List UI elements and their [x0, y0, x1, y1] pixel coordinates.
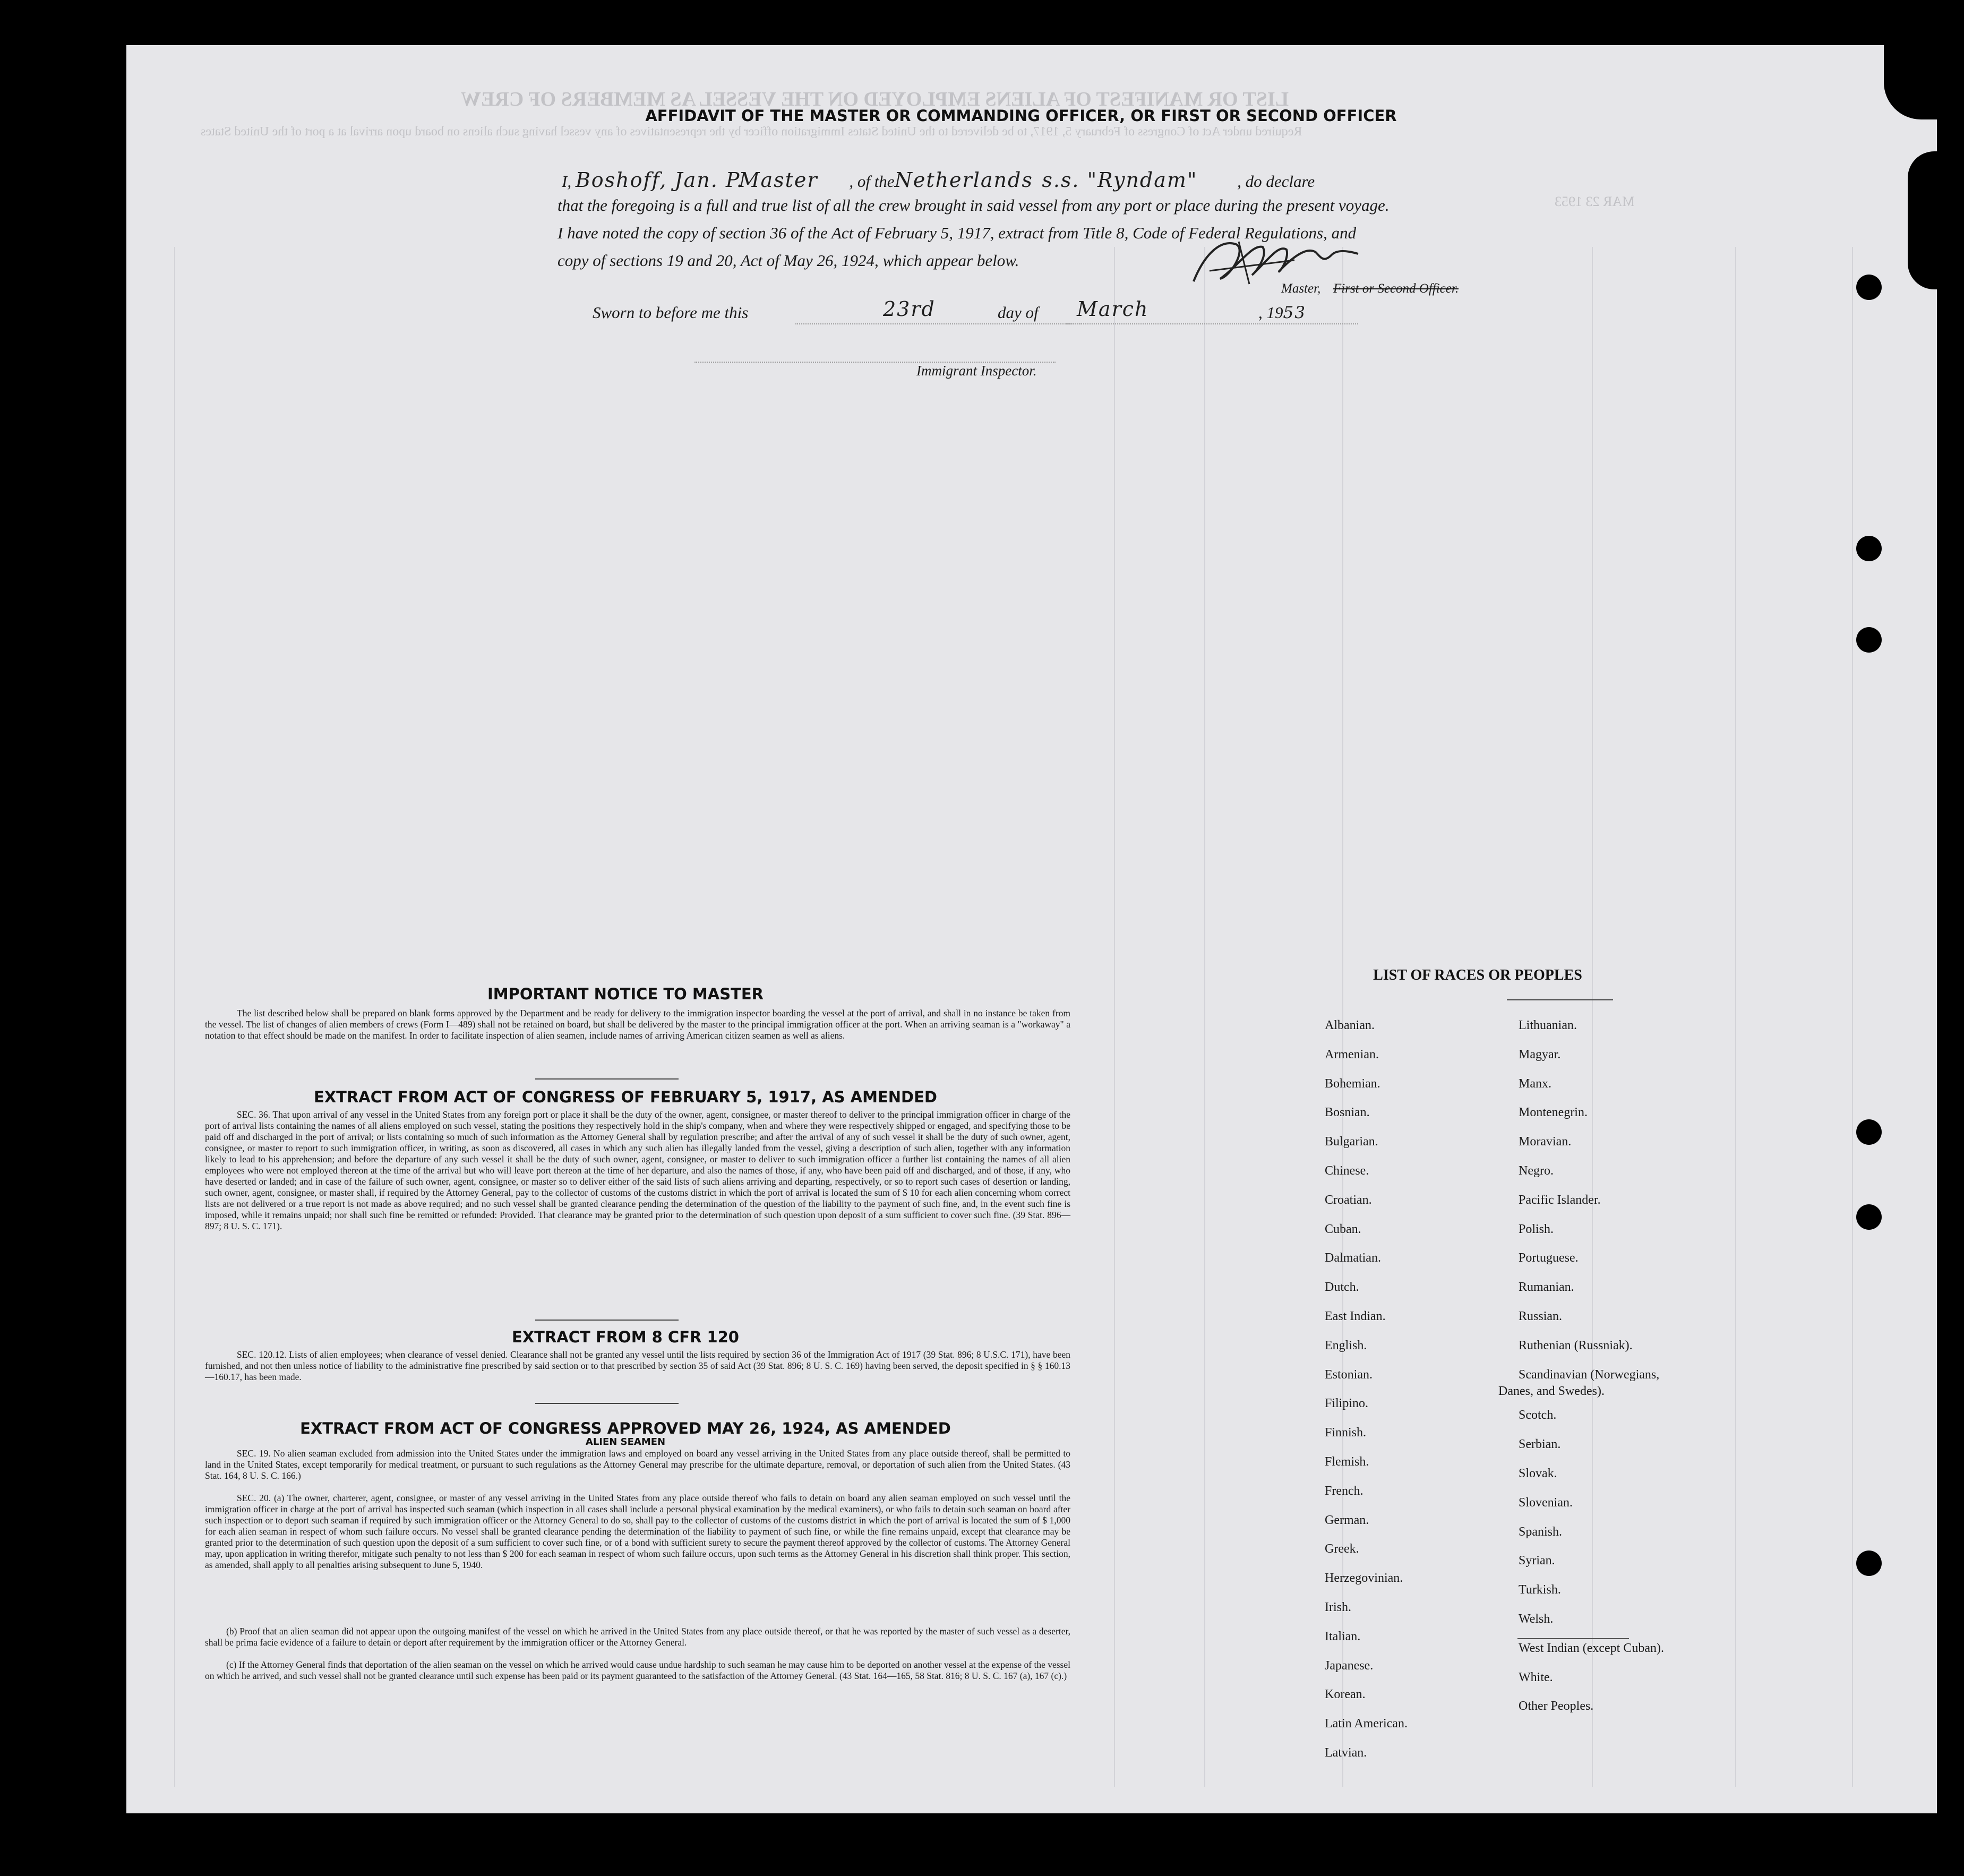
race-item: Armenian. [1325, 1047, 1379, 1061]
sworn-month: March [1077, 297, 1149, 321]
extract-1924-sec20b: (b) Proof that an alien seaman did not appear upon the outgoing manifest of the vessel on which he arrived in the United States from any place outside thereof, or that he was reported by the master of such vessel as a deserter, shall be prima facie evidence of a failure to detain or deport after requirement by the immigration officer or the Attorney General. [205, 1626, 1070, 1648]
extract-1924-sec20c: (c) If the Attorney General finds that deportation of the alien seaman on the vessel on which he arrived would cause undue hardship to such seaman he may cause him to be deported on another vessel at the expense of the vessel on which he arrived, and such vessel shall not be granted clearance until such expense has been paid or its payment guaranteed to the satisfaction of the Attorney General. (43 Stat. 164—165, 58 Stat. 816; 8 U. S. C. 167 (a), 167 (c).) [205, 1659, 1070, 1681]
extract-1924-title: EXTRACT FROM ACT OF CONGRESS APPROVED MAY 26, 1924, AS AMENDED [300, 1419, 951, 1437]
bleed-through-column-line [174, 247, 175, 1787]
race-item: German. [1325, 1513, 1369, 1527]
affidavit-line-3: I have noted the copy of section 36 of the Act of February 5, 1917, extract from Title 8, Code of Federal Regulations, and [558, 224, 1357, 242]
race-item: Syrian. [1519, 1554, 1555, 1568]
sworn-month-line [1066, 323, 1358, 324]
bleed-through-title: LIST OR MANIFEST OF ALIENS EMPLOYED ON THE VESSEL AS MEMBERS OF CREW [461, 88, 1289, 110]
race-item: Lithuanian. [1519, 1018, 1577, 1032]
extract-1917-title: EXTRACT FROM ACT OF CONGRESS OF FEBRUARY 5, 1917, AS AMENDED [314, 1088, 937, 1106]
race-item: Negro. [1519, 1164, 1554, 1178]
struck-officer-label: First or Second Officer. [1333, 281, 1459, 296]
race-item: Latin American. [1325, 1717, 1408, 1731]
punch-hole [1856, 1551, 1882, 1576]
race-item: White. [1519, 1670, 1553, 1684]
extract-cfr-title: EXTRACT FROM 8 CFR 120 [512, 1328, 739, 1346]
manifest-page [126, 45, 1937, 1813]
race-item: Filipino. [1325, 1397, 1369, 1411]
race-item: Dutch. [1325, 1280, 1359, 1295]
race-item: Latvian. [1325, 1746, 1367, 1760]
bleed-through-column-line [1852, 247, 1853, 1787]
race-item: Slovak. [1519, 1466, 1557, 1480]
sworn-day-line [795, 323, 1082, 324]
affidavit-line-4: copy of sections 19 and 20, Act of May 26, 1924, which appear below. [558, 251, 1019, 270]
bleed-through-column-line [1735, 247, 1736, 1787]
master-rank: Master [739, 168, 818, 192]
race-item: Scandinavian (Norwegians, [1519, 1367, 1660, 1382]
race-item: Welsh. [1519, 1612, 1554, 1626]
of-the-label: , of the [849, 172, 895, 191]
torn-edge [1908, 151, 1937, 289]
divider [535, 1320, 679, 1321]
year-prefix: , 19 [1258, 303, 1283, 322]
race-item: Bosnian. [1325, 1106, 1370, 1120]
torn-corner [1884, 45, 1937, 119]
race-item: Bohemian. [1325, 1076, 1380, 1091]
race-item: Russian. [1519, 1309, 1563, 1323]
bleed-through-stamp: MAR 23 1953 [1555, 194, 1635, 209]
race-item: Dalmatian. [1325, 1251, 1381, 1265]
race-item: Croatian. [1325, 1193, 1372, 1207]
race-item: Albanian. [1325, 1018, 1375, 1032]
vessel-name: s.s. "Ryndam" [1042, 168, 1198, 192]
race-item: English. [1325, 1338, 1367, 1352]
race-item: Korean. [1325, 1687, 1366, 1702]
race-item: Cuban. [1325, 1222, 1361, 1236]
master-label: Master, [1281, 281, 1321, 296]
vessel-nationality: Netherlands [894, 168, 1033, 192]
race-item: Japanese. [1325, 1658, 1374, 1673]
divider [535, 1078, 679, 1080]
race-item: Portuguese. [1519, 1251, 1579, 1265]
race-item: Flemish. [1325, 1455, 1369, 1469]
sworn-year [1258, 303, 1306, 322]
affidavit-title: AFFIDAVIT OF THE MASTER OR COMMANDING OFFICER, OR FIRST OR SECOND OFFICER [645, 107, 1397, 125]
race-item: Pacific Islander. [1519, 1193, 1601, 1207]
race-item: East Indian. [1325, 1309, 1386, 1323]
extract-cfr-body: SEC. 120.12. Lists of alien employees; when clearance of vessel denied. Clearance shall not be granted any vessel until the lists required by section 36 of the Immigration Act of 1917 (39 Stat. 896; 8 U.S.C. 171), have been furnished, and not then unless notice of liability to the administrative fine prescribed by said section or to that prescribed by section 35 of said Act (39 Stat. 896; 8 U. S. C. 169) having been served, the deposit specified in § § 160.13—160.17, has been made. [205, 1349, 1070, 1382]
race-item: Scotch. [1519, 1408, 1557, 1423]
affidavit-prefix: I, [562, 172, 572, 191]
master-name: Boshoff, Jan. P. [575, 168, 744, 192]
race-item: Rumanian. [1519, 1280, 1574, 1295]
affidavit-line-2: that the foregoing is a full and true list of all the crew brought in said vessel from any port or place during the present voyage. [558, 196, 1390, 215]
race-item: Slovenian. [1519, 1495, 1573, 1510]
declare-label: , do declare [1237, 172, 1315, 191]
race-item: Estonian. [1325, 1367, 1373, 1382]
race-item-continuation: Danes, and Swedes). [1498, 1384, 1605, 1398]
race-item: Italian. [1325, 1629, 1361, 1643]
punch-hole [1856, 275, 1882, 300]
bleed-through-column-line [1592, 247, 1593, 1787]
extract-1917-body: SEC. 36. That upon arrival of any vessel in the United States from any foreign port or place it shall be the duty of the owner, agent, consignee, or master thereof to deliver to the principal immigration officer in charge of the port of arrival lists containing the names of all aliens employed on such vessel, stating the positions they respectively hold in the ship's company, when and where they were respectively shipped or engaged, and specifying those to be paid off and discharged in the port of arrival; or lists containing so much of such information as the Attorney General shall by regulation prescribe; and after the arrival of any of such vessel it shall be the duty of such owner, agent, consignee, or master to report to such immigration officer, in writing, as soon as discovered, all cases in which any such alien has illegally landed from the vessel, giving a description of such alien, together with any information likely to lead to his apprehension; and before the departure of any such vessel it shall be the duty of such owner, agent, consignee, or master to deliver to such immigration officer a further list containing the names of all alien employees who were not employed thereon at the time of the arrival but who will leave port thereon at the time of her departure, and also the names of those, if any, who have been paid off and discharged, and of those, if any, who have deserted or landed; and in case of the failure of such owner, agent, consignee, or master so to deliver either of the said lists of such aliens arriving and departing, respectively, or so to report such cases of desertion or landing, such owner, agent, consignee, or master shall, if required by the Attorney General, pay to the collector of customs of the customs district in which the port of arrival is located the sum of $ 10 for each alien concerning whom correct lists are not delivered or a true report is not made as above required; and no such vessel shall be granted clearance pending the determination of the question of the liability to the payment of such fine, and, in the event such fine is imposed, while it remains unpaid; nor shall such fine be remitted or refunded: Provided. That clearance may be granted prior to the determination of such question upon deposit of a sum sufficient to cover such fine. (39 Stat. 896—897; 8 U. S. C. 171). [205, 1109, 1070, 1231]
race-item: Manx. [1519, 1076, 1551, 1091]
welsh-underline [1517, 1638, 1629, 1639]
sworn-day: 23rd [883, 297, 936, 321]
punch-hole [1856, 536, 1882, 561]
race-item: Moravian. [1519, 1135, 1572, 1149]
race-item: Magyar. [1519, 1047, 1561, 1061]
affidavit-line-1 [562, 168, 1645, 192]
punch-hole [1856, 627, 1882, 653]
race-item: Montenegrin. [1519, 1106, 1588, 1120]
race-item: Finnish. [1325, 1426, 1367, 1440]
divider [535, 1403, 679, 1404]
year-value: 53 [1283, 303, 1306, 322]
bleed-through-subtitle: Required under Act of Congress of February 5, 1917, to be delivered to the United States Immigration officer by the representatives of any vessel having such aliens on board upon arrival at a port of the United States [201, 125, 1302, 139]
race-item: Greek. [1325, 1542, 1359, 1556]
race-item: Polish. [1519, 1222, 1554, 1236]
notice-body: The list described below shall be prepared on blank forms approved by the Department and be ready for delivery to the immigration inspector boarding the vessel at the port of arrival, and shall in no instance be taken from the vessel. The list of changes of alien members of crews (Form I—489) shall not be retained on board, but shall be delivered by the master to the principal immigration officer at the port. When an arriving seaman is a "workaway" a notation to that effect should be made on the manifest. In order to facilitate inspection of alien seamen, include names of arriving American citizen seamen as well as aliens. [205, 1008, 1070, 1041]
day-of-label: day of [998, 303, 1039, 322]
race-item: West Indian (except Cuban). [1519, 1641, 1664, 1655]
punch-hole [1856, 1119, 1882, 1145]
punch-hole [1856, 1204, 1882, 1230]
races-title: LIST OF RACES OR PEOPLES [1373, 967, 1582, 983]
race-item: Other Peoples. [1519, 1699, 1594, 1714]
race-item: Irish. [1325, 1600, 1351, 1614]
extract-1924-subtitle: ALIEN SEAMEN [585, 1436, 666, 1447]
race-item: French. [1325, 1484, 1363, 1498]
race-item: Ruthenian (Russniak). [1519, 1338, 1633, 1352]
extract-1924-sec19: SEC. 19. No alien seaman excluded from admission into the United States under the immigration laws and employed on board any vessel arriving in the United States from any place outside thereof, shall be permitted to land in the United States, except temporarily for medical treatment, or pursuant to such regulations as the Attorney General may prescribe for the ultimate departure, removal, or deportation of such alien from the United States. (43 Stat. 164, 8 U. S. C. 166.) [205, 1448, 1070, 1481]
sworn-label: Sworn to before me this [593, 303, 749, 322]
race-item: Spanish. [1519, 1524, 1563, 1539]
race-item: Chinese. [1325, 1164, 1369, 1178]
inspector-label: Immigrant Inspector. [916, 363, 1037, 379]
race-item: Turkish. [1519, 1583, 1561, 1597]
divider [1507, 999, 1613, 1000]
race-item: Herzegovinian. [1325, 1571, 1403, 1586]
bleed-through-column-line [1114, 247, 1115, 1787]
race-item: Bulgarian. [1325, 1135, 1378, 1149]
extract-1924-sec20a: SEC. 20. (a) The owner, charterer, agent, consignee, or master of any vessel arriving in the United States from any place outside thereof who fails to detain on board any alien seaman employed on such vessel until the immigration officer in charge at the port of arrival has inspected such seaman (which inspection in all cases shall include a personal physical examination by the medical examiners), or who fails to detain such seaman on board after such inspection or to deport such seaman if required by such immigration officer or the Attorney General to do so, shall pay to the collector of customs of the customs district in which the port of arrival is located the sum of $ 1,000 for each alien seaman in respect of whom such failure occurs. No vessel shall be granted clearance pending the determination of the liability to payment of such fine, or while the fine remains unpaid, except that clearance may be granted prior to the determination of such question upon the deposit of a sum sufficient to cover such fine, or of a bond with sufficient surety to secure the payment thereof approved by the collector of customs. The Attorney General may, upon application in writing therefor, mitigate such penalty to not less than $ 200 for each seaman in respect of whom such failure occurs, upon such terms as the Attorney General in his discretion shall think proper. This section, as amended, shall apply to all penalties arising subsequent to June 5, 1940. [205, 1493, 1070, 1570]
race-item: Serbian. [1519, 1437, 1561, 1452]
notice-title: IMPORTANT NOTICE TO MASTER [487, 985, 764, 1003]
bleed-through-column-line [1204, 247, 1205, 1787]
